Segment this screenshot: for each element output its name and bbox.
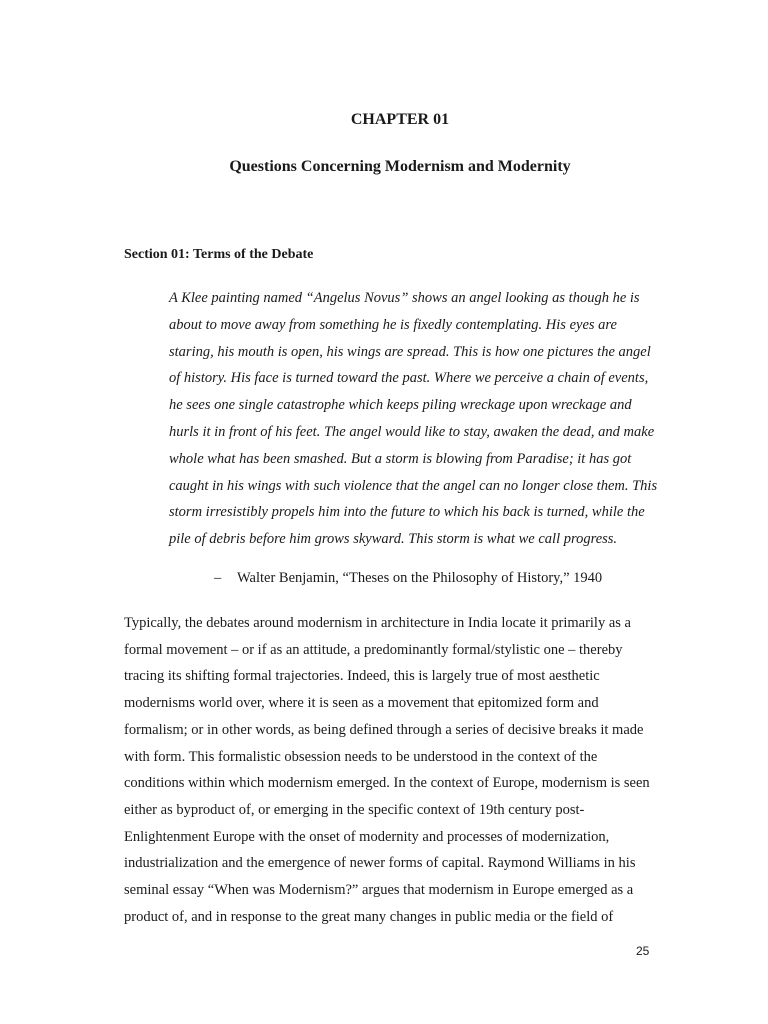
body-line: product of, and in response to the great many changes in public media or the field of — [124, 908, 614, 925]
body-line: formal movement – or if as an attitude, a predominantly formal/stylistic one – thereby — [124, 641, 623, 658]
section-heading: Section 01: Terms of the Debate — [124, 247, 314, 262]
attribution-text: Walter Benjamin, “Theses on the Philosophy of History,” 1940 — [237, 570, 603, 586]
epigraph-attribution — [214, 569, 602, 587]
body-line: seminal essay “When was Modernism?” argues that modernism in Europe emerged as a — [124, 882, 634, 899]
body-line: Enlightenment Europe with the onset of modernity and processes of modernization, — [124, 828, 610, 845]
body-line: with form. This formalistic obsession needs to be understood in the context of the — [124, 748, 598, 765]
epigraph-line: pile of debris before him grows skyward. This storm is what we call progress. — [169, 531, 618, 548]
epigraph-line: A Klee painting named “Angelus Novus” shows an angel looking as though he is — [169, 290, 640, 306]
epigraph-line: of history. His face is turned toward the past. Where we perceive a chain of events, — [169, 370, 649, 387]
chapter-label: CHAPTER 01 — [350, 111, 450, 128]
body-paragraph — [124, 610, 664, 930]
epigraph-line: hurls it in front of his feet. The angel would like to stay, awaken the dead, and make — [169, 423, 655, 440]
chapter-title: Questions Concerning Modernism and Modernity — [229, 158, 571, 175]
page-number: 25 — [636, 944, 650, 958]
epigraph-line: staring, his mouth is open, his wings are spread. This is how one pictures the angel — [169, 343, 651, 360]
epigraph-line: caught in his wings with such violence that the angel can no longer close them. This — [169, 477, 658, 494]
body-line: industrialization and the emergence of newer forms of capital. Raymond Williams in his — [124, 855, 636, 872]
body-line: either as byproduct of, or emerging in the specific context of 19th century post- — [124, 801, 585, 818]
epigraph-line: he sees one single catastrophe which keeps piling wreckage upon wreckage and — [169, 397, 632, 414]
epigraph-line: whole what has been smashed. But a storm is blowing from Paradise; it has got — [169, 450, 632, 467]
body-line: tracing its shifting formal trajectories. Indeed, this is largely true of most aesthetic — [124, 668, 600, 685]
body-line: conditions within which modernism emerged. In the context of Europe, modernism is seen — [124, 775, 650, 792]
attribution-dash: – — [214, 570, 222, 586]
body-line: formalism; or in other words, as being defined through a series of decisive breaks it made — [124, 721, 644, 738]
body-line: modernisms world over, where it is seen as a movement that epitomized form and — [124, 695, 599, 712]
epigraph-quote — [169, 285, 689, 553]
body-line: Typically, the debates around modernism in architecture in India locate it primarily as a — [124, 615, 631, 631]
epigraph-line: storm irresistibly propels him into the future to which his back is turned, while the — [169, 504, 645, 521]
epigraph-line: about to move away from something he is fixedly contemplating. His eyes are — [169, 316, 617, 333]
